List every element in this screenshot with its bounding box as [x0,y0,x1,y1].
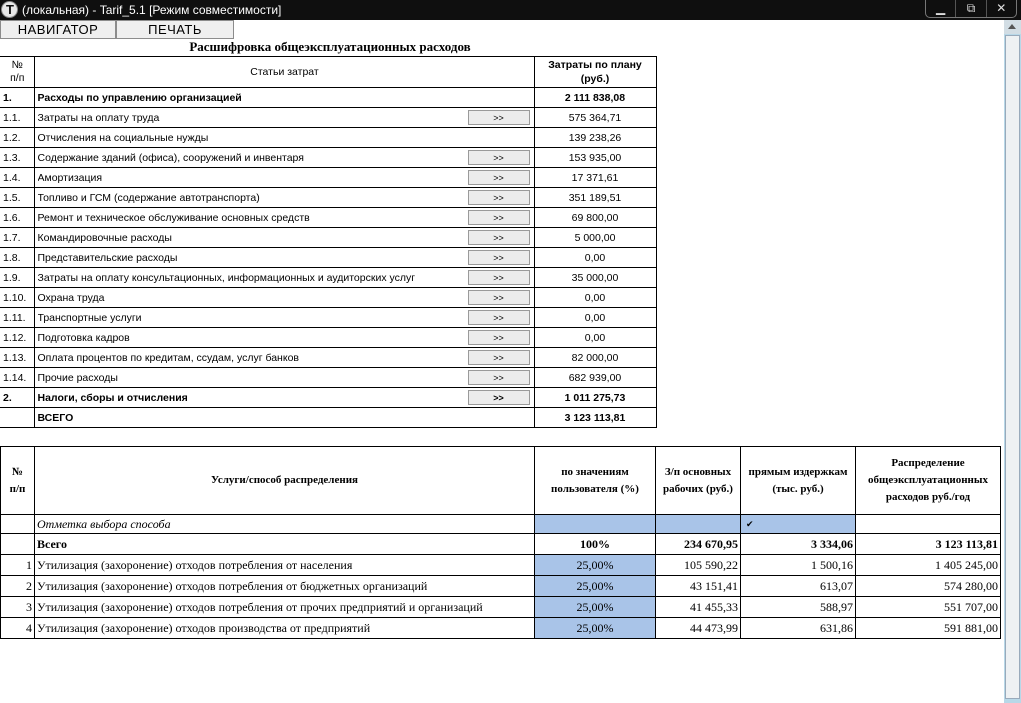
details-button[interactable]: >> [468,370,530,385]
row-name-cell [34,408,534,428]
row-number: 1.9. [0,268,34,288]
method-row [1,515,1001,534]
row-name: Командировочные расходы [37,231,172,244]
service-num: 1 [1,555,35,576]
cost-row [0,128,656,148]
empty-cell [1,534,35,555]
service-row [1,597,1001,618]
user-pct-input[interactable]: 25,00% [535,597,656,618]
allocation-value: 591 881,00 [856,618,1001,639]
row-name-cell [34,248,534,268]
row-name-cell [34,208,534,228]
wages-value: 43 151,41 [656,576,741,597]
details-button[interactable]: >> [468,110,530,125]
row-number: 1.10. [0,288,34,308]
row-name-cell [34,268,534,288]
app-logo-icon [1,1,18,18]
row-name-cell [34,228,534,248]
row-name-cell [34,148,534,168]
cost-row [0,328,656,348]
row-value: 575 364,71 [534,108,656,128]
row-name-cell [34,108,534,128]
row-value: 35 000,00 [534,268,656,288]
row-name: Охрана труда [37,291,105,304]
user-pct-input[interactable]: 25,00% [535,576,656,597]
details-button[interactable]: >> [468,230,530,245]
row-value: 0,00 [534,248,656,268]
close-icon[interactable]: ✕ [986,0,1016,17]
cost-row [0,108,656,128]
row-name: Отчисления на социальные нужды [37,131,209,144]
empty-cell [856,515,1001,534]
cost-row [0,288,656,308]
total-wages: 234 670,95 [656,534,741,555]
row-name-cell [34,288,534,308]
window-title: (локальная) - Tarif_5.1 [Режим совместимости] [22,3,282,17]
row-name: Топливо и ГСМ (содержание автотранспорта) [37,191,260,204]
row-name: Расходы по управлению организацией [37,91,242,104]
service-name: Утилизация (захоронение) отходов потребления от прочих предприятий и организаций [35,597,535,618]
service-name: Утилизация (захоронение) отходов потребления от населения [35,555,535,576]
row-number: 1.6. [0,208,34,228]
row-value: 0,00 [534,308,656,328]
row-name-cell [34,188,534,208]
row-name-cell [34,128,534,148]
details-button[interactable]: >> [468,350,530,365]
row-number: 1.14. [0,368,34,388]
user-pct-input[interactable]: 25,00% [535,618,656,639]
row-number: 1.1. [0,108,34,128]
cost-row [0,168,656,188]
distribution-table [0,446,1001,639]
navigator-button[interactable]: НАВИГАТОР [0,20,116,39]
allocation-value: 1 405 245,00 [856,555,1001,576]
cost-row [0,268,656,288]
service-name: Утилизация (захоронение) отходов потребления от бюджетных организаций [35,576,535,597]
row-name-cell [34,388,534,408]
details-button[interactable]: >> [468,390,530,405]
window-controls [925,0,1017,18]
row-value: 139 238,26 [534,128,656,148]
cost-row [0,208,656,228]
service-row [1,618,1001,639]
details-button[interactable]: >> [468,190,530,205]
row-name: Подготовка кадров [37,331,130,344]
row-name: ВСЕГО [37,411,74,424]
row-value: 82 000,00 [534,348,656,368]
details-button[interactable]: >> [468,270,530,285]
minimize-icon[interactable]: ▁ [936,1,946,15]
row-value: 153 935,00 [534,148,656,168]
header-num: № п/п [0,57,34,88]
empty-cell [1,515,35,534]
row-value: 2 111 838,08 [534,88,656,108]
wages-value: 105 590,22 [656,555,741,576]
row-name-cell [34,368,534,388]
row-number: 2. [0,388,34,408]
row-value: 1 011 275,73 [534,388,656,408]
row-value: 17 371,61 [534,168,656,188]
cost-items-table [0,56,657,428]
total-label: Всего [35,534,535,555]
wages-value: 41 455,33 [656,597,741,618]
service-row [1,555,1001,576]
details-button[interactable]: >> [468,150,530,165]
total-row [1,534,1001,555]
row-name-cell [34,168,534,188]
row-name-cell [34,348,534,368]
direct-value: 1 500,16 [741,555,856,576]
details-button[interactable]: >> [468,170,530,185]
scroll-up-arrow-icon[interactable] [1004,20,1021,34]
row-name: Содержание зданий (офиса), сооружений и инвентаря [37,151,304,164]
row-number: 1.5. [0,188,34,208]
service-row [1,576,1001,597]
row-number: 1.4. [0,168,34,188]
header-num: № п/п [1,447,35,515]
header-item: Статьи затрат [34,57,534,88]
details-button[interactable]: >> [468,250,530,265]
row-name: Оплата процентов по кредитам, ссудам, услуг банков [37,351,299,364]
cost-row [0,148,656,168]
cost-row [0,308,656,328]
restore-icon[interactable]: ⧉ [955,0,985,17]
cost-row [0,188,656,208]
row-number: 1.11. [0,308,34,328]
cost-row [0,368,656,388]
wages-value: 44 473,99 [656,618,741,639]
row-name: Амортизация [37,171,103,184]
cost-row [0,88,656,108]
row-name: Представительские расходы [37,251,178,264]
header-direct: прямым издержкам (тыс. руб.) [741,447,856,515]
row-number: 1.7. [0,228,34,248]
header-service: Услуги/способ распределения [35,447,535,515]
row-name: Затраты на оплату труда [37,111,160,124]
cost-row [0,248,656,268]
checkmark-icon[interactable]: ✔ [741,515,856,534]
row-value: 682 939,00 [534,368,656,388]
row-value: 69 800,00 [534,208,656,228]
row-name-cell [34,308,534,328]
header-user-values: по значениям пользователя (%) [535,447,656,515]
header-plan: Затраты по плану (руб.) [534,57,656,88]
print-button[interactable]: ПЕЧАТЬ [116,20,234,39]
cost-row [0,388,656,408]
method-select-user[interactable] [535,515,656,534]
row-number [0,408,34,428]
details-button[interactable]: >> [468,310,530,325]
cost-row [0,228,656,248]
row-name: Налоги, сборы и отчисления [37,391,188,404]
row-name: Затраты на оплату консультационных, информационных и аудиторских услуг [37,271,416,284]
row-number: 1.13. [0,348,34,368]
header-wages: З/п основных рабочих (руб.) [656,447,741,515]
service-name: Утилизация (захоронение) отходов производства от предприятий [35,618,535,639]
header-allocation: Распределение общеэксплуатационных расходов руб./год [856,447,1001,515]
total-allocation: 3 123 113,81 [856,534,1001,555]
direct-value: 631,86 [741,618,856,639]
row-value: 5 000,00 [534,228,656,248]
cost-row [0,408,656,428]
title-bar [0,0,1021,20]
row-name-cell [34,88,534,108]
service-num: 3 [1,597,35,618]
distribution-header [1,447,1001,515]
direct-value: 613,07 [741,576,856,597]
service-num: 4 [1,618,35,639]
method-select-wages[interactable] [656,515,741,534]
row-name-cell [34,328,534,348]
direct-value: 588,97 [741,597,856,618]
row-number: 1.2. [0,128,34,148]
total-user-pct: 100% [535,534,656,555]
details-button[interactable]: >> [468,210,530,225]
details-button[interactable]: >> [468,290,530,305]
cost-table-header [0,57,656,88]
row-number: 1.12. [0,328,34,348]
row-value: 351 189,51 [534,188,656,208]
service-num: 2 [1,576,35,597]
row-value: 3 123 113,81 [534,408,656,428]
allocation-value: 551 707,00 [856,597,1001,618]
allocation-value: 574 280,00 [856,576,1001,597]
total-direct: 3 334,06 [741,534,856,555]
row-number: 1.8. [0,248,34,268]
cost-row [0,348,656,368]
row-number: 1. [0,88,34,108]
row-name: Транспортные услуги [37,311,142,324]
details-button[interactable]: >> [468,330,530,345]
user-pct-input[interactable]: 25,00% [535,555,656,576]
row-name: Ремонт и техническое обслуживание основных средств [37,211,310,224]
row-name: Прочие расходы [37,371,118,384]
row-number: 1.3. [0,148,34,168]
scroll-thumb[interactable] [1005,35,1020,699]
page-title: Расшифровка общеэксплуатационных расходов [189,39,471,54]
row-value: 0,00 [534,328,656,348]
method-label: Отметка выбора способа [35,515,535,534]
row-value: 0,00 [534,288,656,308]
